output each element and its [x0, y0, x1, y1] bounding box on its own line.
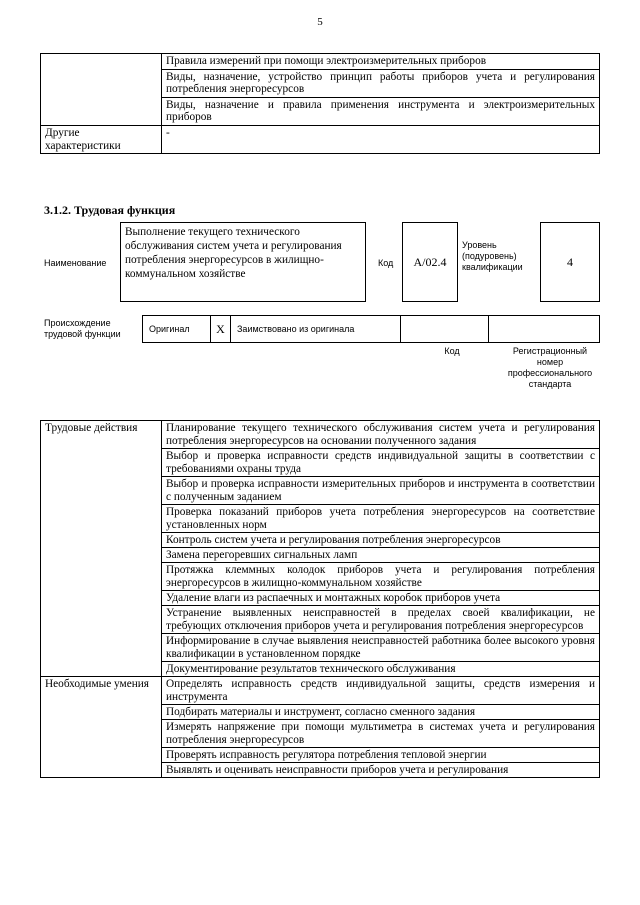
- skill-item: Выявлять и оценивать неисправности приборов учета и регулирования: [162, 763, 600, 778]
- code-label: Код: [378, 258, 394, 268]
- knowledge-table-continuation: [40, 53, 600, 154]
- labor-action-item: Устранение выявленных неисправностей в пределах своей квалификации, не требующих отключения приборов учета и регулирования потребления энергоресурсов: [162, 606, 600, 634]
- origin-code-cell: [401, 316, 489, 343]
- knowledge-item: Правила измерений при помощи электроизмерительных приборов: [162, 54, 600, 70]
- labor-action-item: Контроль систем учета и регулирования потребления энергоресурсов: [162, 533, 600, 548]
- labor-function-table: [40, 420, 600, 778]
- labor-action-item: Протяжка клеммных колодок приборов учета и регулирования потребления энергоресурсов в жилищно-коммунальном хозяйстве: [162, 563, 600, 591]
- skill-item: Измерять напряжение при помощи мультиметра в системах учета и регулирования потребления энергоресурсов: [162, 720, 600, 748]
- labor-actions-label: Трудовые действия: [41, 421, 162, 677]
- level-value: 4: [540, 222, 600, 302]
- name-label: Наименование: [44, 258, 107, 268]
- table-cell-empty: [41, 54, 162, 126]
- table-row: [41, 54, 600, 70]
- labor-action-item: Замена перегоревших сигнальных ламп: [162, 548, 600, 563]
- borrowed-label: Заимствовано из оригинала: [231, 316, 401, 343]
- skills-group: [41, 677, 600, 778]
- table-row: [41, 125, 600, 153]
- knowledge-item: Виды, назначение и правила применения инструмента и электроизмерительных приборов: [162, 97, 600, 125]
- level-label: Уровень (подуровень) квалификации: [462, 240, 523, 272]
- table-row: [41, 421, 600, 449]
- skills-label: Необходимые умения: [41, 677, 162, 778]
- skill-item: Подбирать материалы и инструмент, согласно сменного задания: [162, 705, 600, 720]
- code-value: A/02.4: [402, 222, 458, 302]
- labor-action-item: Выбор и проверка исправности средств индивидуальной защиты в соответствии с требованиями охраны труда: [162, 449, 600, 477]
- origin-reg-cell: [489, 316, 600, 343]
- reg-number-caption: Регистрационный номер профессионального стандарта: [507, 346, 593, 389]
- labor-action-item: Информирование в случае выявления неисправностей работника более высокого уровня квалификации в установленном порядке: [162, 634, 600, 662]
- original-label: Оригинал: [143, 316, 211, 343]
- other-characteristics-value: -: [162, 125, 600, 153]
- labor-action-item: Удаление влаги из распаечных и монтажных коробок приборов учета: [162, 591, 600, 606]
- table-row: [143, 316, 600, 343]
- labor-action-item: Проверка показаний приборов учета потребления энергоресурсов на соответствие установленных норм: [162, 505, 600, 533]
- labor-action-item: Планирование текущего технического обслуживания систем учета и регулирования потребления энергоресурсов на основании полученного задания: [162, 421, 600, 449]
- skill-item: Проверять исправность регулятора потребления тепловой энергии: [162, 748, 600, 763]
- page-number: 5: [317, 16, 323, 28]
- section-title: 3.1.2. Трудовая функция: [44, 203, 176, 217]
- other-characteristics-label: Другие характеристики: [41, 125, 162, 153]
- origin-table: [142, 315, 600, 343]
- skill-item: Определять исправность средств индивидуальной защиты, средств измерения и инструмента: [162, 677, 600, 705]
- table-row: [41, 677, 600, 705]
- function-name-value: Выполнение текущего технического обслуживания систем учета и регулирования потребления энергоресурсов в жилищно-коммунальном хозяйстве: [120, 222, 366, 302]
- labor-action-item: Документирование результатов технического обслуживания: [162, 662, 600, 677]
- code-caption: Код: [444, 346, 460, 356]
- knowledge-item: Виды, назначение, устройство принцип работы приборов учета и регулирования потребления энергоресурсов: [162, 69, 600, 97]
- labor-actions-group: [41, 421, 600, 677]
- origin-label: Происхождение трудовой функции: [44, 318, 121, 339]
- labor-action-item: Выбор и проверка исправности измерительных приборов и инструмента в соответствии с полученным заданием: [162, 477, 600, 505]
- original-mark: X: [211, 316, 231, 343]
